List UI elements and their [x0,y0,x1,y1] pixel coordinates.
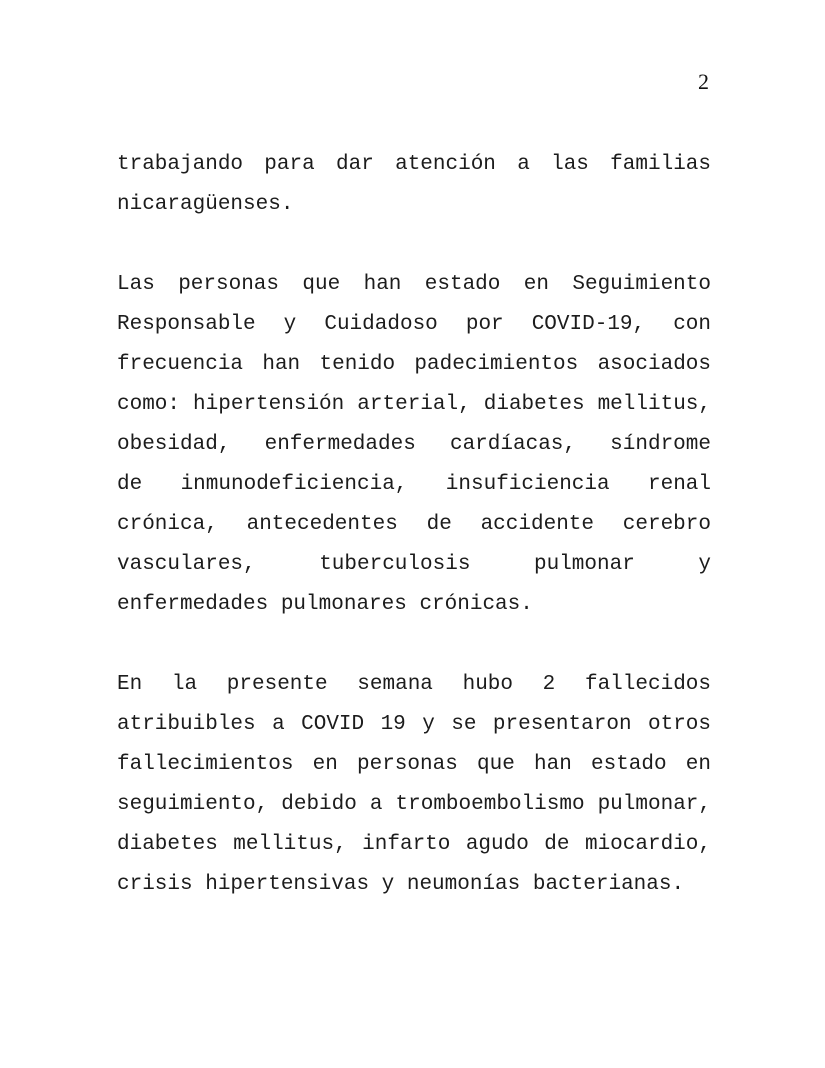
text-line: crónica, antecedentes de accidente cerebro [117,513,711,536]
paragraph [117,265,711,625]
text-line: atribuibles a COVID 19 y se presentaron otros [117,713,711,736]
text-line: seguimiento, debido a tromboembolismo pulmonar, [117,793,711,816]
document-body [117,145,711,945]
paragraph [117,145,711,225]
text-line: diabetes mellitus, infarto agudo de miocardio, [117,833,711,856]
text-line: de inmunodeficiencia, insuficiencia renal [117,473,711,496]
text-line: Responsable y Cuidadoso por COVID-19, con [117,313,711,336]
text-line: fallecimientos en personas que han estado en [117,753,711,776]
paragraph [117,665,711,905]
page-number: 2 [698,69,709,94]
text-line: vasculares, tuberculosis pulmonar y [117,553,711,576]
text-line: trabajando para dar atención a las familias [117,153,711,176]
text-line: nicaragüenses. [117,193,294,216]
text-line: Las personas que han estado en Seguimiento [117,273,711,296]
text-line: crisis hipertensivas y neumonías bacterianas. [117,873,685,896]
text-line: como: hipertensión arterial, diabetes mellitus, [117,393,711,416]
text-line: frecuencia han tenido padecimientos asociados [117,353,711,376]
text-line: En la presente semana hubo 2 fallecidos [117,673,711,696]
text-line: enfermedades pulmonares crónicas. [117,593,533,616]
text-line: obesidad, enfermedades cardíacas, síndrome [117,433,711,456]
